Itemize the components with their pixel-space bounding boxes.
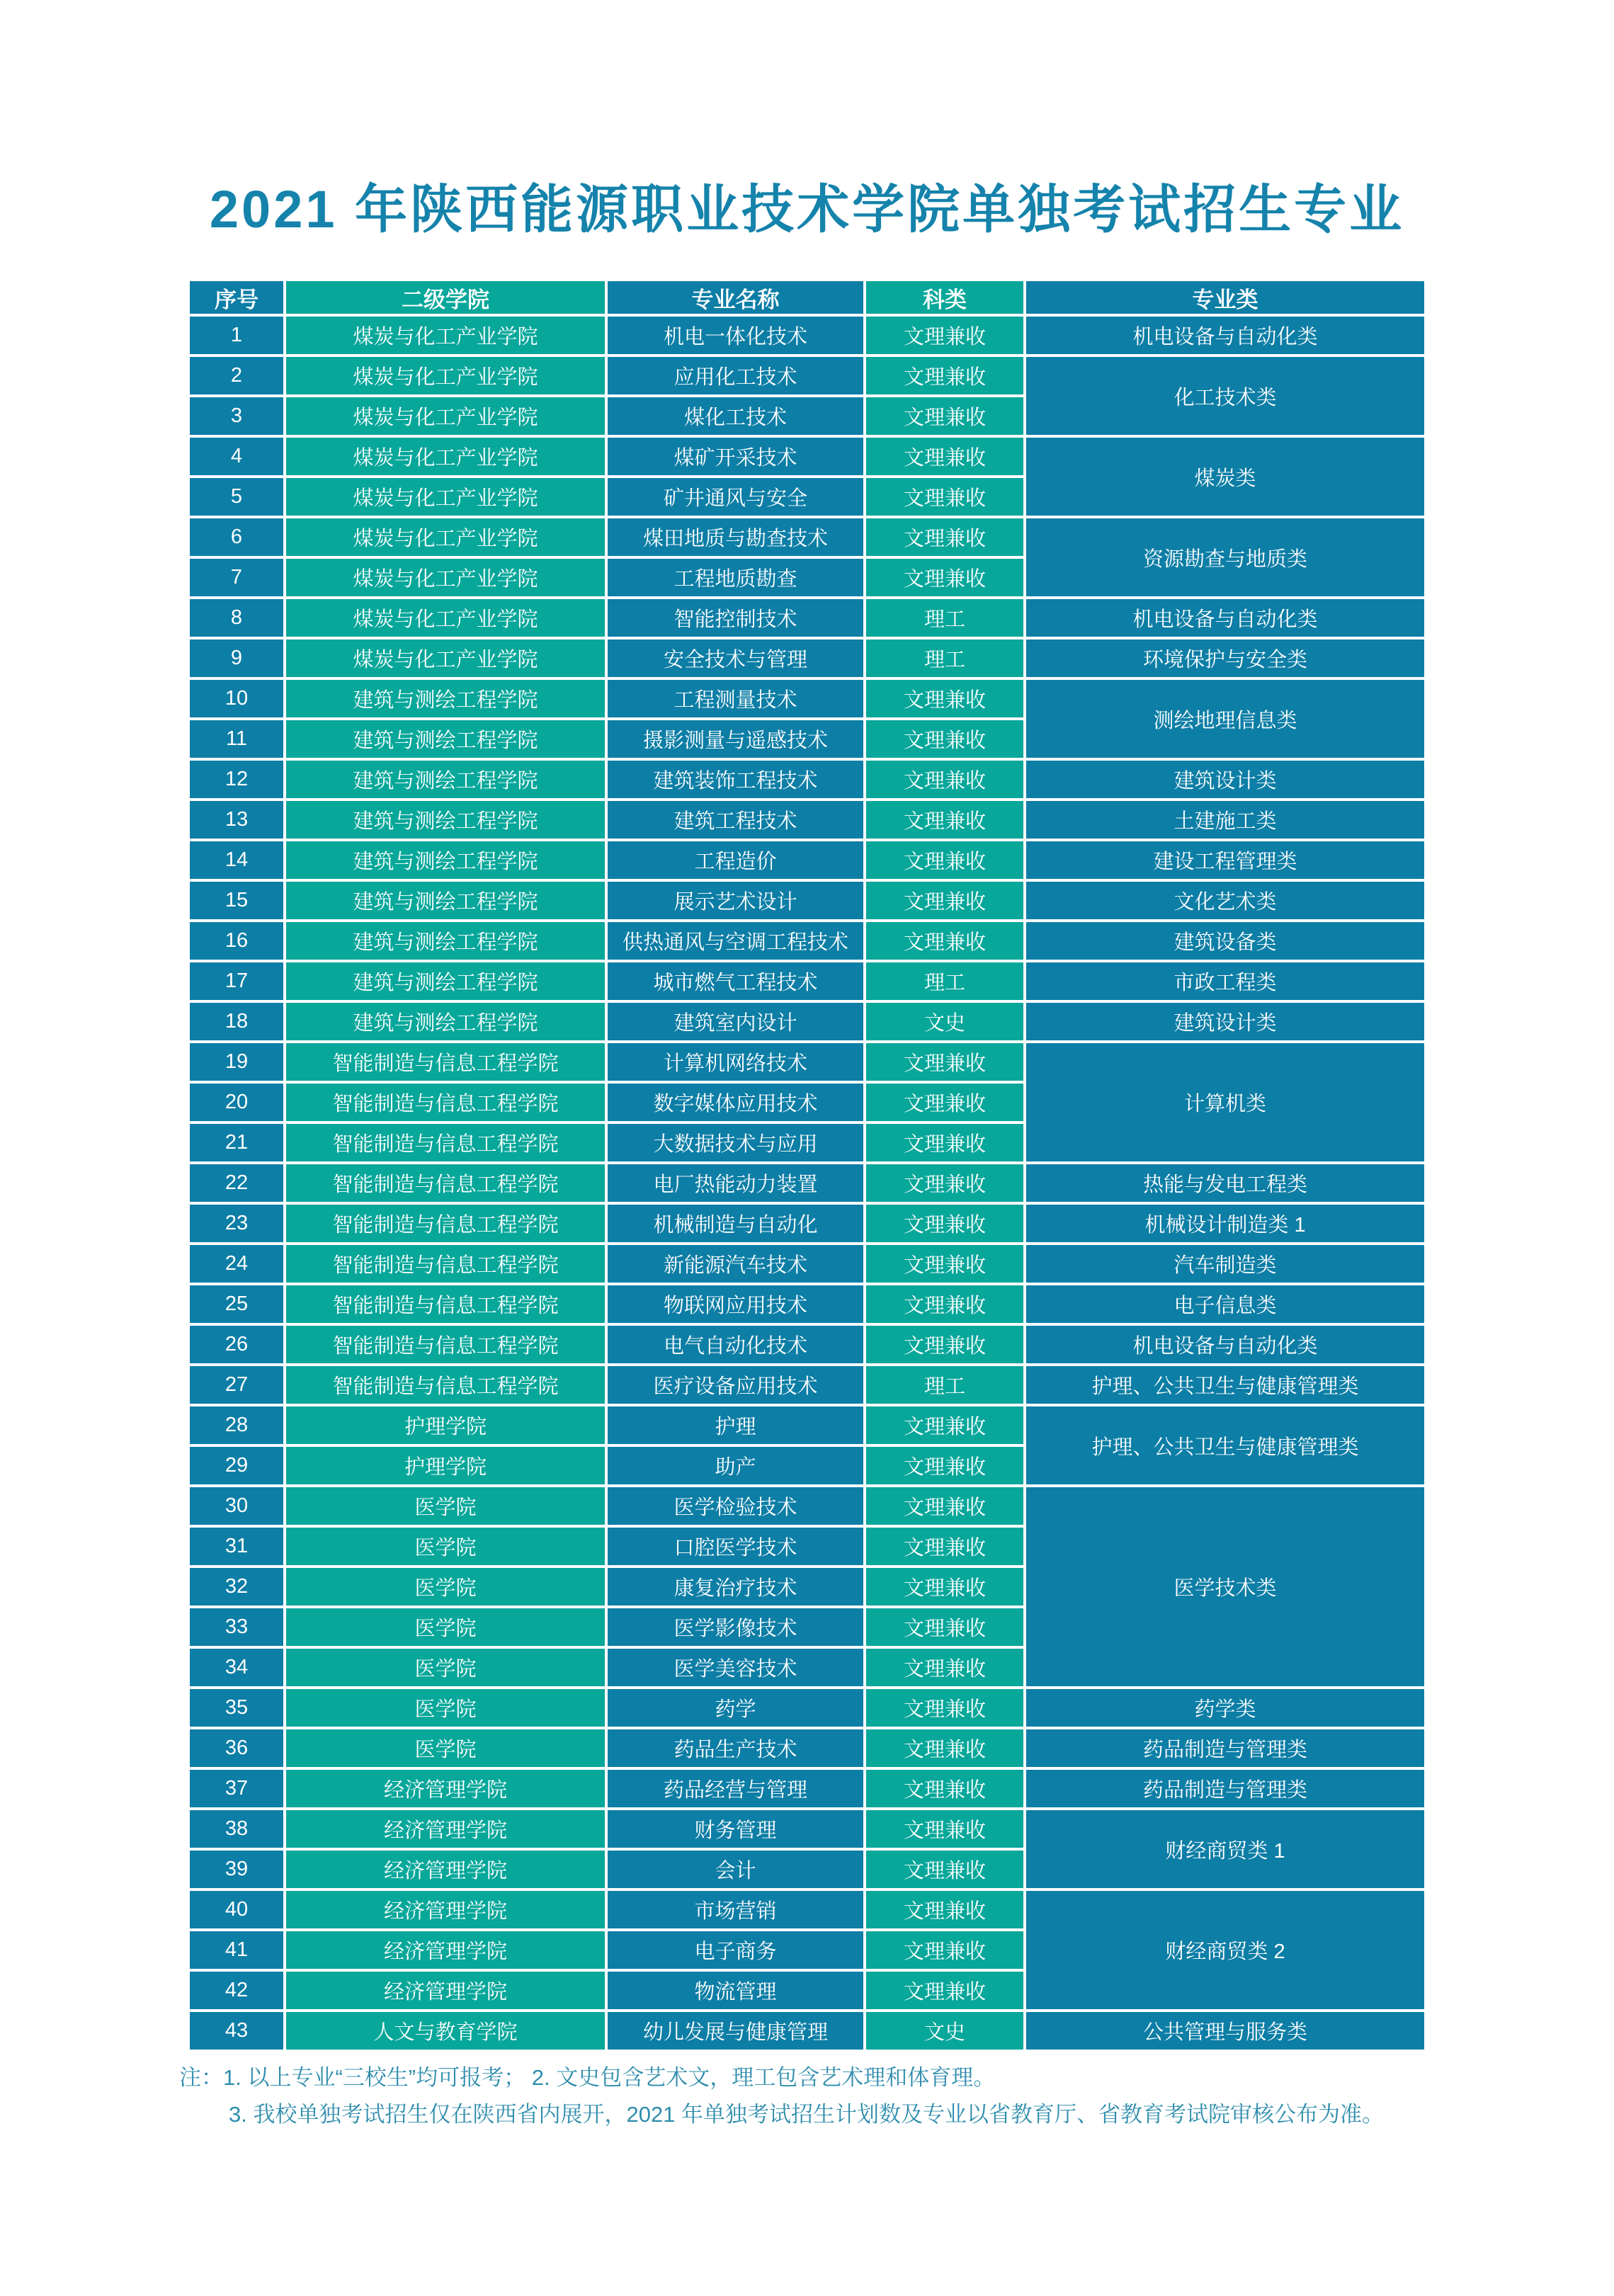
cell-major: 会计 [608, 1851, 863, 1888]
cell-college: 医学院 [286, 1689, 605, 1727]
table-row [190, 1689, 1424, 1727]
cell-category: 文理兼收 [866, 1729, 1023, 1767]
cell-college: 建筑与测绘工程学院 [286, 720, 605, 758]
cell-no: 20 [190, 1084, 283, 1121]
cell-major: 电子商务 [608, 1931, 863, 1969]
cell-category: 文理兼收 [866, 1608, 1023, 1646]
cell-major: 建筑工程技术 [608, 801, 863, 839]
cell-major: 计算机网络技术 [608, 1043, 863, 1081]
cell-major: 药品生产技术 [608, 1729, 863, 1767]
cell-category: 文理兼收 [866, 1043, 1023, 1081]
table-row [190, 841, 1424, 879]
cell-college: 智能制造与信息工程学院 [286, 1326, 605, 1363]
cell-category: 文理兼收 [866, 518, 1023, 556]
cell-category: 文理兼收 [866, 1447, 1023, 1484]
cell-college: 护理学院 [286, 1406, 605, 1444]
cell-major: 煤矿开采技术 [608, 438, 863, 475]
cell-no: 16 [190, 922, 283, 960]
cell-category: 理工 [866, 599, 1023, 637]
cell-category: 文理兼收 [866, 1810, 1023, 1848]
cell-no: 21 [190, 1124, 283, 1161]
cell-group: 药品制造与管理类 [1026, 1729, 1424, 1767]
cell-college: 煤炭与化工产业学院 [286, 478, 605, 516]
cell-major: 煤化工技术 [608, 397, 863, 435]
cell-group: 土建施工类 [1026, 801, 1424, 839]
cell-group: 药学类 [1026, 1689, 1424, 1727]
cell-major: 康复治疗技术 [608, 1568, 863, 1606]
cell-major: 药学 [608, 1689, 863, 1727]
cell-category: 文理兼收 [866, 1770, 1023, 1807]
cell-college: 智能制造与信息工程学院 [286, 1084, 605, 1121]
cell-no: 27 [190, 1366, 283, 1404]
cell-category: 文理兼收 [866, 1326, 1023, 1363]
cell-group: 电子信息类 [1026, 1285, 1424, 1323]
cell-no: 31 [190, 1528, 283, 1565]
cell-college: 建筑与测绘工程学院 [286, 680, 605, 717]
cell-major: 医疗设备应用技术 [608, 1366, 863, 1404]
cell-category: 文理兼收 [866, 1285, 1023, 1323]
cell-major: 煤田地质与勘查技术 [608, 518, 863, 556]
cell-major: 应用化工技术 [608, 357, 863, 394]
cell-group: 护理、公共卫生与健康管理类 [1026, 1366, 1424, 1404]
cell-college: 智能制造与信息工程学院 [286, 1245, 605, 1283]
cell-category: 文理兼收 [866, 1931, 1023, 1969]
cell-category: 文理兼收 [866, 1851, 1023, 1888]
cell-no: 13 [190, 801, 283, 839]
cell-category: 文理兼收 [866, 1406, 1023, 1444]
cell-category: 文理兼收 [866, 680, 1023, 717]
cell-no: 12 [190, 761, 283, 798]
cell-group: 机电设备与自动化类 [1026, 599, 1424, 637]
cell-category: 文理兼收 [866, 357, 1023, 394]
cell-category: 文理兼收 [866, 1528, 1023, 1565]
cell-category: 文理兼收 [866, 1972, 1023, 2009]
cell-college: 智能制造与信息工程学院 [286, 1124, 605, 1161]
cell-no: 11 [190, 720, 283, 758]
cell-category: 理工 [866, 962, 1023, 1000]
cell-college: 建筑与测绘工程学院 [286, 922, 605, 960]
cell-no: 8 [190, 599, 283, 637]
column-header-1: 二级学院 [286, 281, 605, 314]
cell-major: 智能控制技术 [608, 599, 863, 637]
cell-no: 34 [190, 1649, 283, 1686]
cell-category: 文理兼收 [866, 1891, 1023, 1928]
cell-major: 物联网应用技术 [608, 1285, 863, 1323]
table-row [190, 1326, 1424, 1363]
table-row [190, 1164, 1424, 1202]
cell-major: 机电一体化技术 [608, 317, 863, 354]
cell-college: 煤炭与化工产业学院 [286, 559, 605, 596]
cell-category: 文理兼收 [866, 397, 1023, 435]
cell-no: 42 [190, 1972, 283, 2009]
cell-college: 医学院 [286, 1528, 605, 1565]
table-row [190, 882, 1424, 919]
cell-college: 建筑与测绘工程学院 [286, 1003, 605, 1040]
cell-major: 电厂热能动力装置 [608, 1164, 863, 1202]
cell-college: 智能制造与信息工程学院 [286, 1164, 605, 1202]
cell-no: 14 [190, 841, 283, 879]
cell-no: 24 [190, 1245, 283, 1283]
cell-major: 助产 [608, 1447, 863, 1484]
cell-category: 文理兼收 [866, 1205, 1023, 1242]
cell-major: 建筑室内设计 [608, 1003, 863, 1040]
cell-college: 煤炭与化工产业学院 [286, 357, 605, 394]
cell-category: 文史 [866, 1003, 1023, 1040]
cell-major: 财务管理 [608, 1810, 863, 1848]
cell-major: 幼儿发展与健康管理 [608, 2012, 863, 2050]
cell-no: 25 [190, 1285, 283, 1323]
cell-no: 2 [190, 357, 283, 394]
notes [179, 2059, 1525, 2133]
cell-group: 护理、公共卫生与健康管理类 [1026, 1406, 1424, 1484]
cell-college: 煤炭与化工产业学院 [286, 518, 605, 556]
cell-no: 10 [190, 680, 283, 717]
cell-category: 文理兼收 [866, 1487, 1023, 1525]
cell-no: 37 [190, 1770, 283, 1807]
cell-group: 财经商贸类 1 [1026, 1810, 1424, 1888]
cell-group: 机电设备与自动化类 [1026, 1326, 1424, 1363]
cell-college: 医学院 [286, 1608, 605, 1646]
table-row [190, 680, 1424, 717]
cell-category: 文理兼收 [866, 922, 1023, 960]
column-header-2: 专业名称 [608, 281, 863, 314]
table-row [190, 518, 1424, 556]
cell-group: 建筑设计类 [1026, 761, 1424, 798]
cell-major: 矿井通风与安全 [608, 478, 863, 516]
table-row [190, 317, 1424, 354]
cell-no: 22 [190, 1164, 283, 1202]
cell-major: 供热通风与空调工程技术 [608, 922, 863, 960]
cell-major: 展示艺术设计 [608, 882, 863, 919]
cell-no: 3 [190, 397, 283, 435]
cell-category: 文理兼收 [866, 478, 1023, 516]
column-header-0: 序号 [190, 281, 283, 314]
cell-group: 煤炭类 [1026, 438, 1424, 516]
majors-table [187, 278, 1427, 2052]
cell-no: 9 [190, 640, 283, 677]
cell-category: 文理兼收 [866, 882, 1023, 919]
table-row [190, 1770, 1424, 1807]
cell-no: 29 [190, 1447, 283, 1484]
table-row [190, 1003, 1424, 1040]
cell-college: 煤炭与化工产业学院 [286, 438, 605, 475]
cell-college: 医学院 [286, 1649, 605, 1686]
cell-no: 35 [190, 1689, 283, 1727]
cell-category: 文理兼收 [866, 801, 1023, 839]
table-row [190, 1366, 1424, 1404]
cell-major: 口腔医学技术 [608, 1528, 863, 1565]
cell-no: 36 [190, 1729, 283, 1767]
cell-no: 6 [190, 518, 283, 556]
cell-category: 文理兼收 [866, 1245, 1023, 1283]
cell-no: 28 [190, 1406, 283, 1444]
cell-category: 文史 [866, 2012, 1023, 2050]
cell-college: 煤炭与化工产业学院 [286, 317, 605, 354]
cell-category: 文理兼收 [866, 317, 1023, 354]
cell-college: 护理学院 [286, 1447, 605, 1484]
cell-major: 摄影测量与遥感技术 [608, 720, 863, 758]
cell-group: 测绘地理信息类 [1026, 680, 1424, 758]
cell-group: 药品制造与管理类 [1026, 1770, 1424, 1807]
cell-no: 38 [190, 1810, 283, 1848]
cell-major: 数字媒体应用技术 [608, 1084, 863, 1121]
page-title: 2021 年陕西能源职业技术学院单独考试招生专业 [209, 180, 1405, 239]
table-row [190, 922, 1424, 960]
cell-major: 安全技术与管理 [608, 640, 863, 677]
cell-category: 文理兼收 [866, 1084, 1023, 1121]
cell-major: 大数据技术与应用 [608, 1124, 863, 1161]
table-row [190, 357, 1424, 394]
cell-major: 护理 [608, 1406, 863, 1444]
cell-college: 经济管理学院 [286, 1931, 605, 1969]
table-row [190, 1487, 1424, 1525]
cell-category: 理工 [866, 640, 1023, 677]
cell-group: 医学技术类 [1026, 1487, 1424, 1686]
cell-major: 药品经营与管理 [608, 1770, 863, 1807]
cell-category: 理工 [866, 1366, 1023, 1404]
column-header-4: 专业类 [1026, 281, 1424, 314]
cell-no: 4 [190, 438, 283, 475]
note-line-1: 注：1. 以上专业“三校生”均可报考； 2. 文史包含艺术文，理工包含艺术理和体育理。 [179, 2065, 996, 2090]
cell-major: 城市燃气工程技术 [608, 962, 863, 1000]
cell-college: 经济管理学院 [286, 1972, 605, 2009]
cell-college: 煤炭与化工产业学院 [286, 599, 605, 637]
cell-group: 热能与发电工程类 [1026, 1164, 1424, 1202]
note-line-2: 3. 我校单独考试招生仅在陕西省内展开，2021 年单独考试招生计划数及专业以省教育厅、省教育考试院审核公布为准。 [229, 2102, 1385, 2127]
cell-college: 智能制造与信息工程学院 [286, 1366, 605, 1404]
cell-major: 市场营销 [608, 1891, 863, 1928]
cell-major: 医学美容技术 [608, 1649, 863, 1686]
table-row [190, 1810, 1424, 1848]
cell-no: 41 [190, 1931, 283, 1969]
cell-college: 经济管理学院 [286, 1891, 605, 1928]
cell-college: 建筑与测绘工程学院 [286, 841, 605, 879]
cell-group: 建设工程管理类 [1026, 841, 1424, 879]
table-row [190, 640, 1424, 677]
cell-major: 机械制造与自动化 [608, 1205, 863, 1242]
table-row [190, 1729, 1424, 1767]
cell-group: 建筑设计类 [1026, 1003, 1424, 1040]
cell-category: 文理兼收 [866, 1124, 1023, 1161]
cell-no: 33 [190, 1608, 283, 1646]
cell-college: 人文与教育学院 [286, 2012, 605, 2050]
cell-group: 财经商贸类 2 [1026, 1891, 1424, 2009]
cell-group: 机械设计制造类 1 [1026, 1205, 1424, 1242]
cell-no: 43 [190, 2012, 283, 2050]
cell-major: 物流管理 [608, 1972, 863, 2009]
cell-group: 公共管理与服务类 [1026, 2012, 1424, 2050]
cell-category: 文理兼收 [866, 1689, 1023, 1727]
table-row [190, 1285, 1424, 1323]
cell-no: 7 [190, 559, 283, 596]
cell-college: 医学院 [286, 1568, 605, 1606]
cell-no: 39 [190, 1851, 283, 1888]
cell-major: 建筑装饰工程技术 [608, 761, 863, 798]
table-row [190, 2012, 1424, 2050]
cell-college: 智能制造与信息工程学院 [286, 1043, 605, 1081]
cell-group: 汽车制造类 [1026, 1245, 1424, 1283]
table-row [190, 1043, 1424, 1081]
cell-group: 资源勘查与地质类 [1026, 518, 1424, 596]
cell-group: 建筑设备类 [1026, 922, 1424, 960]
cell-group: 计算机类 [1026, 1043, 1424, 1161]
cell-category: 文理兼收 [866, 1164, 1023, 1202]
cell-no: 40 [190, 1891, 283, 1928]
cell-major: 工程造价 [608, 841, 863, 879]
table-row [190, 1406, 1424, 1444]
cell-major: 电气自动化技术 [608, 1326, 863, 1363]
cell-college: 建筑与测绘工程学院 [286, 882, 605, 919]
cell-group: 环境保护与安全类 [1026, 640, 1424, 677]
cell-college: 医学院 [286, 1487, 605, 1525]
column-header-3: 科类 [866, 281, 1023, 314]
table-row [190, 761, 1424, 798]
cell-major: 医学影像技术 [608, 1608, 863, 1646]
cell-category: 文理兼收 [866, 559, 1023, 596]
cell-no: 19 [190, 1043, 283, 1081]
cell-no: 18 [190, 1003, 283, 1040]
cell-major: 工程测量技术 [608, 680, 863, 717]
cell-group: 市政工程类 [1026, 962, 1424, 1000]
table-row [190, 962, 1424, 1000]
cell-college: 建筑与测绘工程学院 [286, 962, 605, 1000]
cell-no: 17 [190, 962, 283, 1000]
cell-college: 煤炭与化工产业学院 [286, 397, 605, 435]
table-row [190, 1891, 1424, 1928]
table-header [190, 281, 1424, 314]
cell-no: 1 [190, 317, 283, 354]
cell-category: 文理兼收 [866, 1649, 1023, 1686]
cell-college: 经济管理学院 [286, 1851, 605, 1888]
cell-category: 文理兼收 [866, 1568, 1023, 1606]
cell-college: 煤炭与化工产业学院 [286, 640, 605, 677]
cell-no: 30 [190, 1487, 283, 1525]
table-row [190, 599, 1424, 637]
header-row [190, 281, 1424, 314]
cell-major: 新能源汽车技术 [608, 1245, 863, 1283]
table-row [190, 1205, 1424, 1242]
cell-no: 26 [190, 1326, 283, 1363]
cell-college: 智能制造与信息工程学院 [286, 1285, 605, 1323]
cell-no: 23 [190, 1205, 283, 1242]
table-row [190, 438, 1424, 475]
cell-category: 文理兼收 [866, 841, 1023, 879]
cell-group: 化工技术类 [1026, 357, 1424, 435]
table-body [190, 317, 1424, 2050]
cell-category: 文理兼收 [866, 761, 1023, 798]
cell-college: 智能制造与信息工程学院 [286, 1205, 605, 1242]
cell-no: 5 [190, 478, 283, 516]
cell-no: 15 [190, 882, 283, 919]
table-row [190, 801, 1424, 839]
cell-college: 建筑与测绘工程学院 [286, 801, 605, 839]
cell-college: 医学院 [286, 1729, 605, 1767]
cell-major: 工程地质勘查 [608, 559, 863, 596]
cell-category: 文理兼收 [866, 720, 1023, 758]
cell-group: 文化艺术类 [1026, 882, 1424, 919]
cell-group: 机电设备与自动化类 [1026, 317, 1424, 354]
cell-college: 经济管理学院 [286, 1810, 605, 1848]
table-row [190, 1245, 1424, 1283]
cell-college: 经济管理学院 [286, 1770, 605, 1807]
cell-major: 医学检验技术 [608, 1487, 863, 1525]
cell-college: 建筑与测绘工程学院 [286, 761, 605, 798]
cell-no: 32 [190, 1568, 283, 1606]
cell-category: 文理兼收 [866, 438, 1023, 475]
